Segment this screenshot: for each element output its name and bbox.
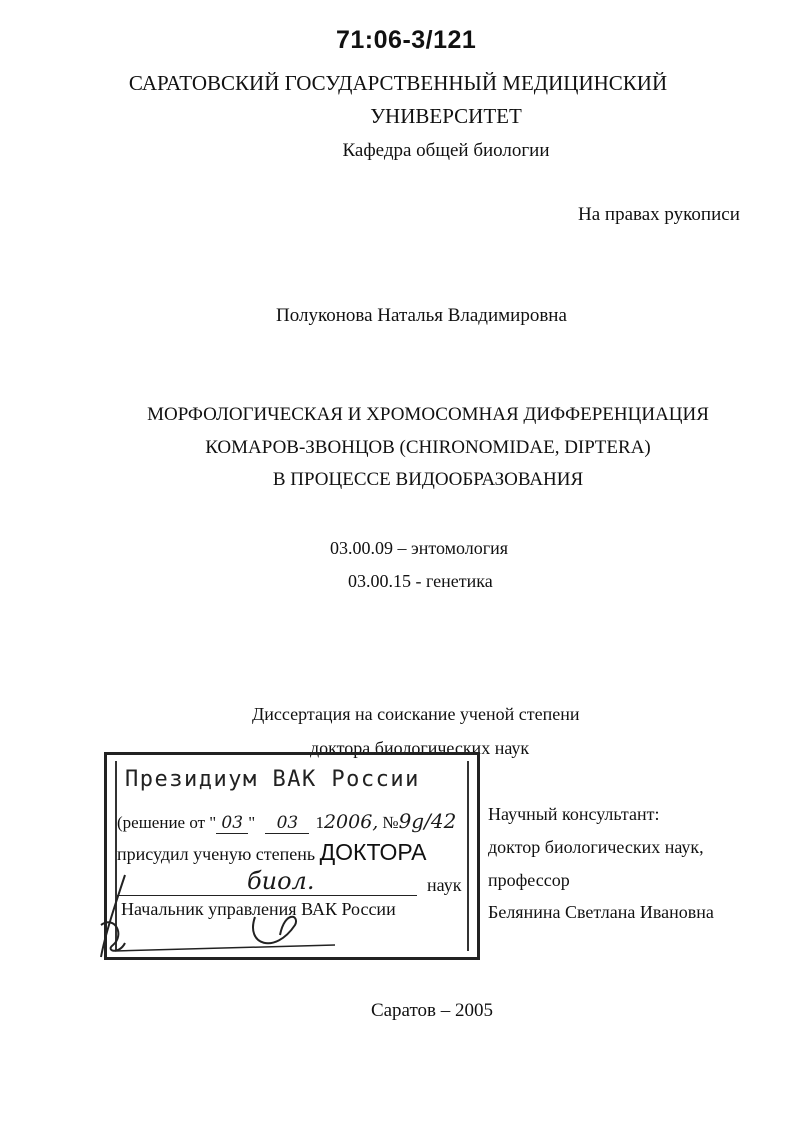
thesis-title-line3: В ПРОЦЕССЕ ВИДООБРАЗОВАНИЯ — [272, 469, 584, 490]
stamp-field-handwritten: биол. — [247, 867, 315, 895]
consultant-name: Белянина Светлана Ивановна — [488, 902, 714, 922]
stamp-degree-word: ДОКТОРА — [319, 839, 427, 865]
stamp-decision-line — [117, 809, 456, 834]
stamp-decision-prefix: (решение от " — [117, 813, 217, 832]
stamp-head-text: Начальник управления ВАК России — [121, 899, 396, 919]
thesis-title-line1: МОРФОЛОГИЧЕСКАЯ И ХРОМОСОМНАЯ ДИФФЕРЕНЦИАЦИЯ — [147, 404, 709, 425]
stamp-sciences: наук — [427, 875, 462, 895]
stamp-awarded-line — [117, 839, 427, 866]
stamp-awarded-text: присудил ученую степень — [117, 844, 316, 864]
consultant-degree: доктор биологических наук, — [488, 837, 704, 857]
stamp-title: Президиум ВАК России — [125, 767, 420, 792]
degree-line2: доктора биологических наук — [310, 738, 530, 758]
stamp-signature — [95, 865, 355, 965]
degree-line1: Диссертация на соискание ученой степени — [252, 704, 580, 724]
stamp-day: 03 — [216, 813, 248, 834]
stamp-number-label: № — [382, 813, 399, 832]
vak-stamp — [104, 752, 480, 960]
consultant-rank: профессор — [488, 870, 570, 890]
consultant-label: Научный консультант: — [488, 804, 660, 824]
author-name: Полуконова Наталья Владимировна — [276, 305, 567, 326]
university-name-line2: УНИВЕРСИТЕТ — [370, 104, 522, 128]
specialty-genetics: 03.00.15 - генетика — [348, 571, 493, 591]
document-code: 71:06-3/121 — [336, 26, 477, 54]
thesis-title-line2: КОМАРОВ-ЗВОНЦОВ (CHIRONOMIDAE, DIPTERA) — [205, 437, 651, 458]
university-name-line1: САРАТОВСКИЙ ГОСУДАРСТВЕННЫЙ МЕДИЦИНСКИЙ — [128, 71, 668, 95]
specialty-entomology: 03.00.09 – энтомология — [330, 538, 509, 558]
stamp-quote: " — [248, 813, 260, 832]
city-year: Саратов – 2005 — [370, 1000, 494, 1021]
stamp-year-prefix: 1 — [315, 813, 324, 832]
stamp-month: 03 — [265, 813, 309, 834]
stamp-year: 2006, — [323, 811, 379, 833]
stamp-number: 9g/42 — [398, 809, 457, 833]
manuscript-note: На правах рукописи — [578, 204, 740, 225]
department-name: Кафедра общей биологии — [342, 140, 550, 161]
